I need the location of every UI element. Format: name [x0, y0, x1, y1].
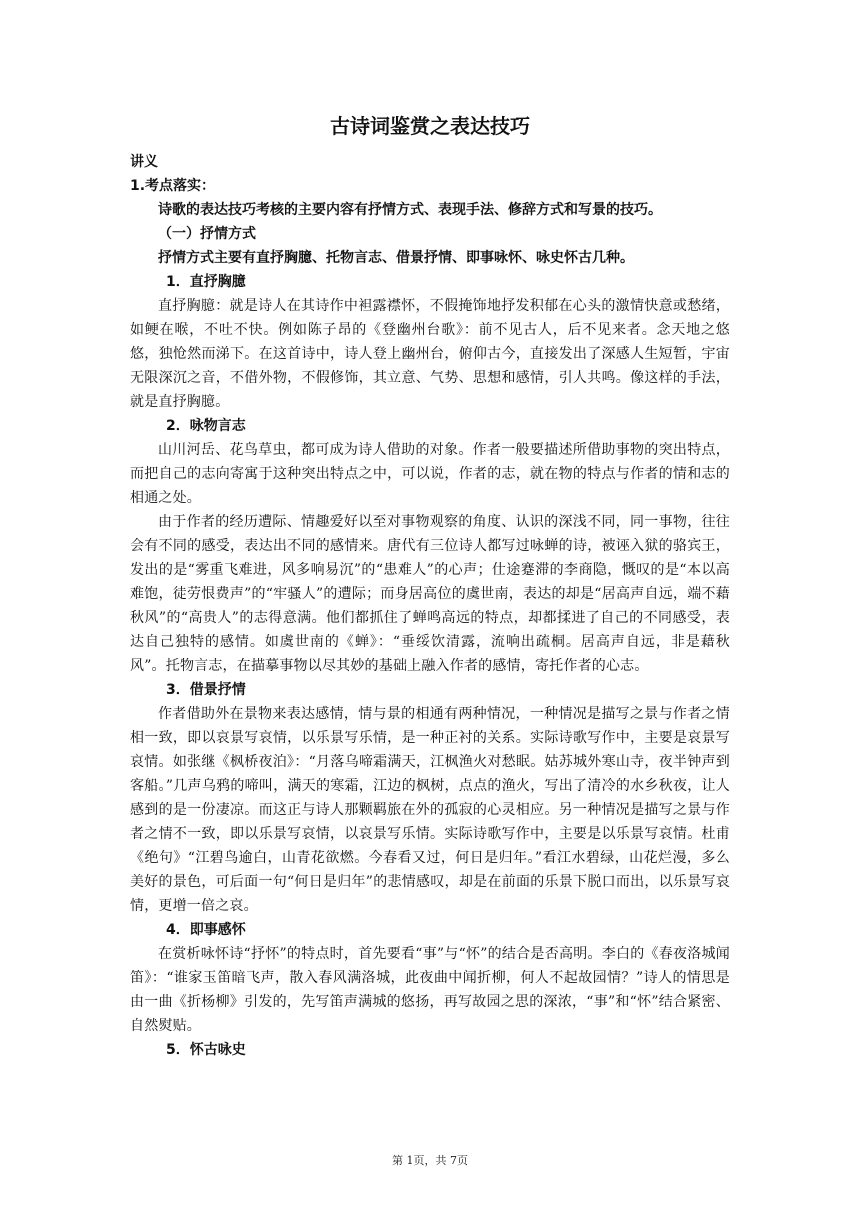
item-paragraph: 由于作者的经历遭际、情趣爱好以至对事物观察的角度、认识的深浅不同，同一事物，往往会有不同的感受，表达出不同的感情来。唐代有三位诗人都写过咏蝉的诗，被诬入狱的骆宾王，发出的是“雾重飞难进，风多响易沉”的“患难人”的心声；仕途蹇滞的李商隐，慨叹的是“本以高难饱，徒劳恨费声”的“牢骚人”的遭际；而身居高位的虞世南，表达的却是“居高声自远，端不藉秋风”的“高贵人”的志得意满。他们都抓住了蝉鸣高远的特点，却都揉进了自己的不同感受，表达自己独特的感情。如虞世南的《蝉》：“垂绥饮清露，流响出疏桐。居高声自远，非是藉秋风”。托物言志，在描摹事物以尽其妙的基础上融入作者的感情，寄托作者的心志。	[130, 514, 730, 674]
sub-intro-text: 抒情方式主要有直抒胸臆、托物言志、借景抒情、即事咏怀、咏史怀古几种。	[158, 250, 634, 266]
item-paragraph: 直抒胸臆：就是诗人在其诗作中袒露襟怀，不假掩饰地抒发积郁在心头的激情快意或愁绪，如鲠在喉，不吐不快。例如陈子昂的《登幽州台歌》：前不见古人，后不见来者。念天地之悠悠，独怆然而涕下。在这首诗中，诗人登上幽州台，俯仰古今，直接发出了深感人生短暂，宇宙无限深沉之音，不借外物，不假修饰，其立意、气势、思想和感情，引人共鸣。像这样的手法，就是直抒胸臆。	[130, 298, 730, 410]
item-paragraph: 在赏析咏怀诗“抒怀”的特点时，首先要看“事”与“怀”的结合是否高明。李白的《春夜洛城闻笛》：“谁家玉笛暗飞声，散入春风满洛城，此夜曲中闻折柳，何人不起故园情？”诗人的情思是由一曲《折杨柳》引发的，先写笛声满城的悠扬，再写故园之思的深浓，“事”和“怀”结合紧密、自然熨贴。	[130, 946, 730, 1034]
page-footer: 第 1页，共 7页	[392, 1154, 468, 1167]
sub-heading: （一）抒情方式	[158, 226, 256, 242]
document-body	[130, 150, 730, 1062]
point-heading: 1.考点落实：	[130, 178, 216, 194]
item-paragraph: 山川河岳、花鸟草虫，都可成为诗人借助的对象。作者一般要描述所借助事物的突出特点，而把自己的志向寄寓于这种突出特点之中，可以说，作者的志，就在物的特点与作者的情和志的相通之处。	[130, 442, 730, 506]
section-label: 讲义	[130, 154, 158, 170]
intro-text: 诗歌的表达技巧考核的主要内容有抒情方式、表现手法、修辞方式和写景的技巧。	[158, 202, 662, 218]
item-heading: 5．怀古咏史	[166, 1042, 246, 1058]
item-heading: 3．借景抒情	[166, 682, 246, 698]
item-heading: 4．即事感怀	[166, 922, 246, 938]
item-heading: 2．咏物言志	[166, 418, 246, 434]
document-title: 古诗词鉴赏之表达技巧	[330, 114, 530, 138]
item-heading: 1．直抒胸臆	[166, 274, 246, 290]
item-paragraph: 作者借助外在景物来表达感情，情与景的相通有两种情况，一种情况是描写之景与作者之情相一致，即以哀景写哀情，以乐景写乐情，是一种正衬的关系。实际诗歌写作中，主要是哀景写哀情。如张继《枫桥夜泊》：“月落乌啼霜满天，江枫渔火对愁眠。姑苏城外寒山寺，夜半钟声到客船。”几声乌鸦的啼叫，满天的寒霜，江边的枫树，点点的渔火，写出了清冷的水乡秋夜，让人感到的是一份凄凉。而这正与诗人那颗羁旅在外的孤寂的心灵相应。另一种情况是描写之景与作者之情不一致，即以乐景写哀情，以哀景写乐情。实际诗歌写作中，主要是以乐景写哀情。杜甫《绝句》“江碧鸟逾白，山青花欲燃。今春看又过，何日是归年。”看江水碧绿，山花烂漫，多么美好的景色，可后面一句“何日是归年”的悲情感叹，却是在前面的乐景下脱口而出，以乐景写哀情，更增一倍之哀。	[130, 706, 730, 914]
